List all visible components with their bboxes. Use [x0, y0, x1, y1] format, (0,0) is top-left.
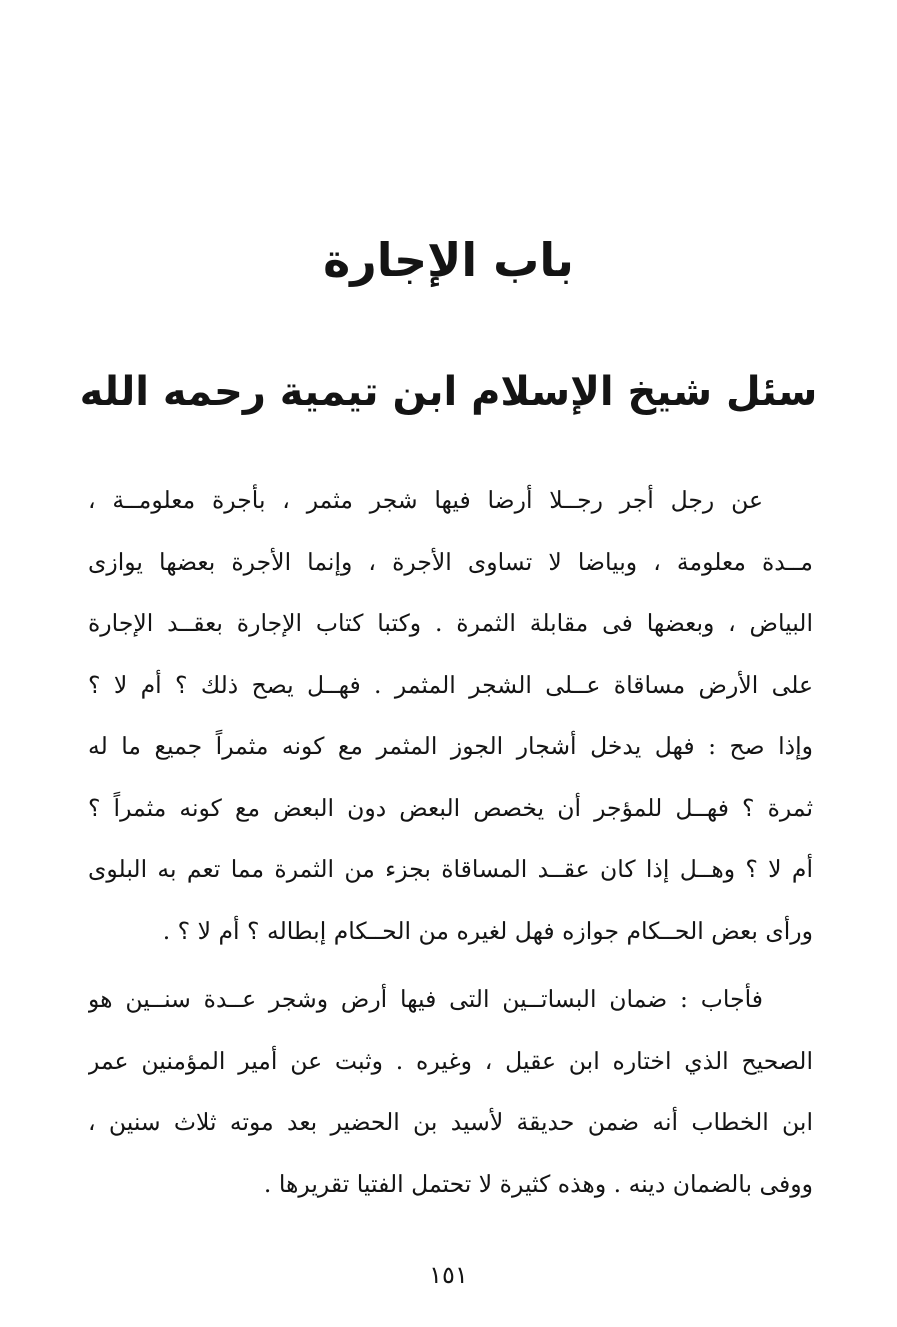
- answer-line: فأجاب : ضمان البساتــين التى فيها أرض وشجر عــدة سنــين هو: [88, 985, 763, 1013]
- question-line: عن رجل أجر رجــلا أرضا فيها شجر مثمر ، بأجرة معلومــة ،: [88, 486, 763, 514]
- question-line: وإذا صح : فهل يدخل أشجار الجوز المثمر مع كونه مثمراً جميع ما له: [88, 732, 813, 760]
- answer-line: ابن الخطاب أنه ضمن حديقة لأسيد بن الحضير بعد موته ثلاث سنين ،: [88, 1108, 813, 1136]
- question-heading: سئل شيخ الإسلام ابن تيمية رحمه الله: [79, 369, 818, 415]
- question-paragraph: [88, 470, 813, 962]
- answer-line: ووفى بالضمان دينه . وهذه كثيرة لا تحتمل الفتيا تقريرها .: [263, 1169, 813, 1198]
- answer-line: الصحيح الذي اختاره ابن عقيل ، وغيره . وثبت عن أمير المؤمنين عمر: [88, 1046, 813, 1075]
- question-line: مــدة معلومة ، وبياضا لا تساوى الأجرة ، وإنما الأجرة بعضها يوازى: [88, 547, 813, 576]
- page-number: ١٥١: [429, 1261, 468, 1289]
- question-line: ثمرة ؟ فهــل للمؤجر أن يخصص البعض دون البعض مع كونه مثمراً ؟: [88, 793, 813, 822]
- question-line: أم لا ؟ وهــل إذا كان عقــد المساقاة بجزء من الثمرة مما تعم به البلوى: [88, 855, 813, 883]
- question-line: البياض ، وبعضها فى مقابلة الثمرة . وكتبا كتاب الإجارة بعقــد الإجارة: [88, 609, 813, 637]
- chapter-title: باب الإجارة: [323, 233, 574, 287]
- answer-paragraph: [88, 969, 813, 1215]
- question-line: ورأى بعض الحــكام جوازه فهل لغيره من الحــكام إبطاله ؟ أم لا ؟ .: [162, 916, 813, 945]
- question-line: على الأرض مساقاة عــلى الشجر المثمر . فهــل يصح ذلك ؟ أم لا ؟: [88, 670, 813, 699]
